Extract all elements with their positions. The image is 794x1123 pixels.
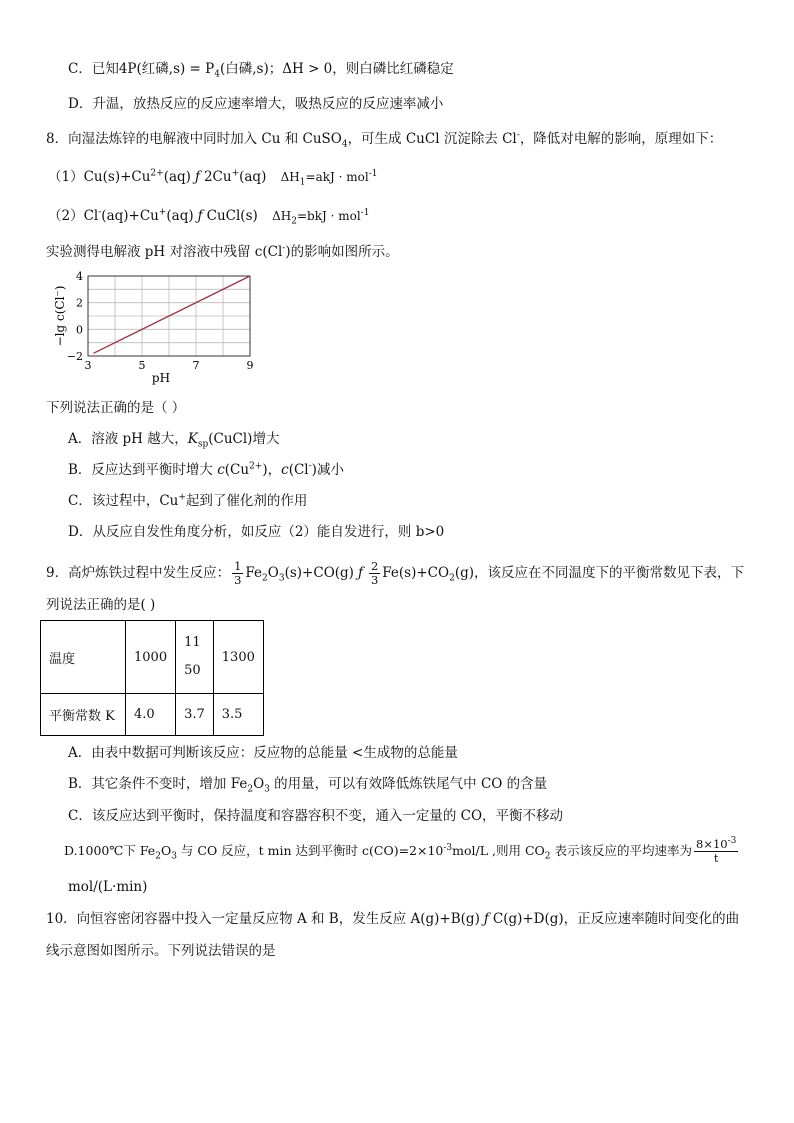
q7-optc-formula-sub: 4 bbox=[214, 69, 220, 80]
q9-stem-b-sub2: 3 bbox=[278, 573, 285, 584]
q8-option-d: D．从反应自发性角度分析，如反应（2）能自发进行，则 b>0 bbox=[68, 524, 445, 540]
q8-stem-sup: - bbox=[516, 130, 520, 141]
q9-optb-b: O bbox=[253, 776, 265, 792]
equilibrium-arrow-icon: ƒ bbox=[357, 565, 363, 581]
q9-optd-b: O bbox=[160, 843, 172, 858]
q9-table-cell: 4.0 bbox=[126, 694, 176, 736]
q9-table-data-row bbox=[41, 694, 264, 736]
r2-mid: (aq)+Cu bbox=[101, 208, 159, 224]
q9-optd-d: mol/L ,则用 CO bbox=[452, 843, 545, 858]
q9-stem-a: 9．高炉炼铁过程中发生反应： bbox=[46, 565, 231, 581]
q10-stem-line2: 线示意图如图所示。下列说法错误的是 bbox=[46, 943, 276, 959]
q8-figure-intro bbox=[46, 243, 399, 261]
q10-line1-a: 10．向恒容密闭容器中投入一定量反应物 A 和 B，发生反应 A(g)+B(g) bbox=[46, 911, 480, 927]
q9-frac1-num: 1 bbox=[234, 559, 242, 573]
chart-y-tick-label: 4 bbox=[76, 270, 83, 283]
q9-optd-sub2: 3 bbox=[171, 851, 177, 862]
q8-optb-sup1: 2+ bbox=[249, 461, 263, 472]
q9-optd-sup: -3 bbox=[443, 842, 453, 853]
r1-dh: ΔH bbox=[280, 170, 300, 184]
q9-option-a: A．由表中数据可判断该反应：反应物的总能量 <生成物的总能量 bbox=[68, 745, 458, 761]
q9-stem-c: Fe(s)+CO bbox=[382, 565, 450, 581]
q9-stem bbox=[46, 560, 744, 587]
q9-frac2-den: 3 bbox=[370, 573, 379, 587]
q8-reaction-1 bbox=[48, 168, 377, 186]
q8-optc-b: 起到了催化剂的作用 bbox=[185, 493, 308, 509]
q9-option-d-unit: mol/(L·min) bbox=[68, 879, 148, 895]
r2-dh: ΔH bbox=[272, 209, 292, 223]
q9-stem-d: (g)，该反应在不同温度下的平衡常数见下表，下 bbox=[454, 565, 744, 581]
q8-optb-sup2: - bbox=[308, 461, 312, 472]
chart-x-tick-label: 3 bbox=[84, 359, 92, 372]
q9-table bbox=[40, 620, 264, 736]
q9-stem-b: Fe bbox=[245, 565, 263, 581]
q9-stem-b-sub1: 2 bbox=[262, 573, 268, 584]
q9-optd-frac-num bbox=[694, 838, 738, 852]
q7-optc-suffix: ，则白磷比红磷稳定 bbox=[332, 61, 454, 77]
chart-series bbox=[93, 276, 250, 353]
q8-stem-a: 8．向湿法炼锌的电解液中同时加入 Cu 和 CuSO bbox=[46, 131, 342, 147]
q8-stem bbox=[46, 130, 722, 148]
r1-mid: (aq) bbox=[163, 169, 191, 185]
q9-optd-e: 表示该反应的平均速率为 bbox=[550, 843, 693, 858]
q9-optd-c: 与 CO 反应，t min 达到平衡时 c(CO)=2×10 bbox=[176, 843, 444, 858]
q7-optc-prefix: C．已知 bbox=[68, 61, 119, 77]
q8-ask: 下列说法正确的是（ ） bbox=[46, 400, 186, 416]
chart-y-tick-label: −2 bbox=[66, 350, 83, 363]
r1-right: 2Cu bbox=[203, 169, 232, 185]
q8-optb-a: B．反应达到平衡时增大 bbox=[68, 462, 218, 478]
q9-table-cell: 3.5 bbox=[213, 694, 263, 736]
q9-frac2-num: 2 bbox=[370, 559, 379, 573]
q9-frac1-den: 3 bbox=[234, 573, 242, 587]
q9-table-cell: 平衡常数 K bbox=[41, 694, 126, 736]
q8-optb-c1: c bbox=[217, 462, 225, 478]
r1-end: (aq) bbox=[239, 169, 267, 185]
r2-label: （2） bbox=[48, 208, 84, 224]
q9-optb-sub2: 3 bbox=[264, 784, 270, 795]
q7-option-c bbox=[68, 60, 454, 78]
chart-ylabel: −lg c(Cl⁻) bbox=[53, 285, 67, 347]
q8-optb-d: (Cl bbox=[288, 462, 309, 478]
q8-optb-e: )减小 bbox=[311, 462, 344, 478]
q9-table-cell: 1150 bbox=[176, 621, 214, 694]
q9-optd-frac-num-text: 8×10 bbox=[696, 837, 728, 851]
r1-left: Cu(s)+Cu bbox=[83, 169, 151, 185]
q8-option-a bbox=[68, 430, 279, 448]
q8-stem-c: ，降低对电解的影响，原理如下： bbox=[519, 131, 723, 147]
r2-left: Cl bbox=[83, 208, 99, 224]
r2-dhsup: -1 bbox=[360, 208, 370, 218]
q9-table-cell: 1000 bbox=[126, 621, 176, 694]
ph-chart bbox=[50, 268, 265, 388]
q7-option-d: D．升温，放热反应的反应速率增大，吸热反应的反应速率减小 bbox=[68, 96, 444, 112]
r2-mid2: (aq) bbox=[166, 208, 194, 224]
r1-sup1: 2+ bbox=[150, 168, 164, 179]
q7-optc-dh: ΔH > 0 bbox=[282, 61, 333, 77]
chart-y-tick-label: 0 bbox=[76, 323, 83, 337]
r1-label: （1） bbox=[48, 169, 84, 185]
chart-x-tick-label: 5 bbox=[138, 359, 146, 372]
equilibrium-arrow-icon: ƒ bbox=[483, 911, 489, 927]
q9-optb-c: 的用量，可以有效降低炼铁尾气中 CO 的含量 bbox=[269, 776, 548, 792]
q9-stem-b2: O bbox=[267, 565, 279, 581]
q9-optb-a: B．其它条件不变时，增加 Fe bbox=[68, 776, 248, 792]
q9-stem-c-sub: 2 bbox=[449, 573, 455, 584]
q8-opta-k: K bbox=[187, 431, 198, 447]
r2-sup2: + bbox=[158, 207, 167, 218]
q9-frac-2 bbox=[369, 560, 380, 587]
q10-line1-b: C(g)+D(g)，正反应速率随时间变化的曲 bbox=[492, 911, 740, 927]
q9-optd-frac-numsup: -3 bbox=[727, 836, 737, 847]
q8-opta-a: A．溶液 pH 越大， bbox=[68, 431, 188, 447]
q10-stem bbox=[46, 910, 739, 928]
r1-dhsub: 1 bbox=[299, 177, 306, 188]
q8-option-c bbox=[68, 492, 307, 510]
equilibrium-arrow-icon: ƒ bbox=[194, 169, 200, 185]
q9-optd-frac-den: t bbox=[713, 851, 719, 865]
q9-table-header-row bbox=[41, 621, 264, 694]
r1-sup2: + bbox=[231, 168, 240, 179]
q9-table-cell: 3.7 bbox=[176, 694, 214, 736]
q8-optb-c2: c bbox=[281, 462, 289, 478]
q8-intro-sup: - bbox=[282, 243, 286, 254]
r2-enthalpy bbox=[272, 208, 370, 227]
q9-optd-frac bbox=[694, 838, 738, 865]
q9-option-b bbox=[68, 775, 547, 793]
q7-optc-formula-right: (白磷,s) bbox=[219, 61, 269, 77]
q7-optc-formula-left: 4P(红磷,s) = P bbox=[118, 61, 215, 77]
q9-option-c: C．该反应达到平衡时，保持温度和容器容积不变，通入一定量的 CO，平衡不移动 bbox=[68, 808, 564, 824]
equilibrium-arrow-icon: ƒ bbox=[197, 208, 203, 224]
q8-optb-c: )， bbox=[262, 462, 282, 478]
q8-optc-sup: + bbox=[178, 492, 186, 503]
q8-intro-a: 实验测得电解液 pH 对溶液中残留 c(Cl bbox=[46, 244, 283, 260]
q9-frac-1 bbox=[232, 560, 243, 587]
r1-enthalpy bbox=[280, 169, 378, 188]
q8-optb-b: (Cu bbox=[224, 462, 250, 478]
q8-reaction-2 bbox=[48, 207, 369, 225]
q9-table-cell: 1300 bbox=[213, 621, 263, 694]
q8-intro-b: )的影响如图所示。 bbox=[285, 244, 399, 260]
q9-optb-sub1: 2 bbox=[247, 784, 254, 795]
r2-dhsub: 2 bbox=[291, 216, 297, 227]
chart-xlabel: pH bbox=[151, 371, 171, 385]
q9-option-d bbox=[64, 838, 740, 865]
q9-optd-sub3: 2 bbox=[544, 851, 551, 862]
q7-optc-sep: ； bbox=[268, 61, 283, 77]
q8-optc-a: C．该过程中，Cu bbox=[68, 493, 179, 509]
q8-option-b bbox=[68, 461, 344, 479]
q8-opta-ksub: sp bbox=[197, 439, 209, 450]
q8-stem-b: ，可生成 CuCl 沉淀除去 Cl bbox=[347, 131, 517, 147]
q9-table-cell: 温度 bbox=[41, 621, 126, 694]
r2-dhval: =bkJ · mol bbox=[296, 209, 361, 223]
q9-optd-a: D.1000℃下 Fe bbox=[64, 843, 156, 858]
chart-y-tick-label: 2 bbox=[76, 296, 83, 310]
r1-dhval: =akJ · mol bbox=[305, 170, 369, 184]
q8-stem-sub: 4 bbox=[341, 139, 348, 150]
q9-optd-sub1: 2 bbox=[155, 851, 161, 862]
q9-stem-line2: 列说法正确的是( ) bbox=[46, 597, 156, 613]
chart-x-tick-label: 9 bbox=[246, 359, 254, 372]
q9-stem-b3: (s)+CO(g) bbox=[284, 565, 354, 581]
r1-dhsup: -1 bbox=[368, 169, 378, 179]
chart-x-tick-label: 7 bbox=[192, 359, 200, 372]
r2-right: CuCl(s) bbox=[206, 208, 258, 224]
chart-series-line bbox=[93, 276, 250, 353]
r2-sup1: - bbox=[98, 207, 102, 218]
chart-y-ticks bbox=[67, 270, 83, 363]
q8-opta-b: (CuCl)增大 bbox=[208, 431, 280, 447]
